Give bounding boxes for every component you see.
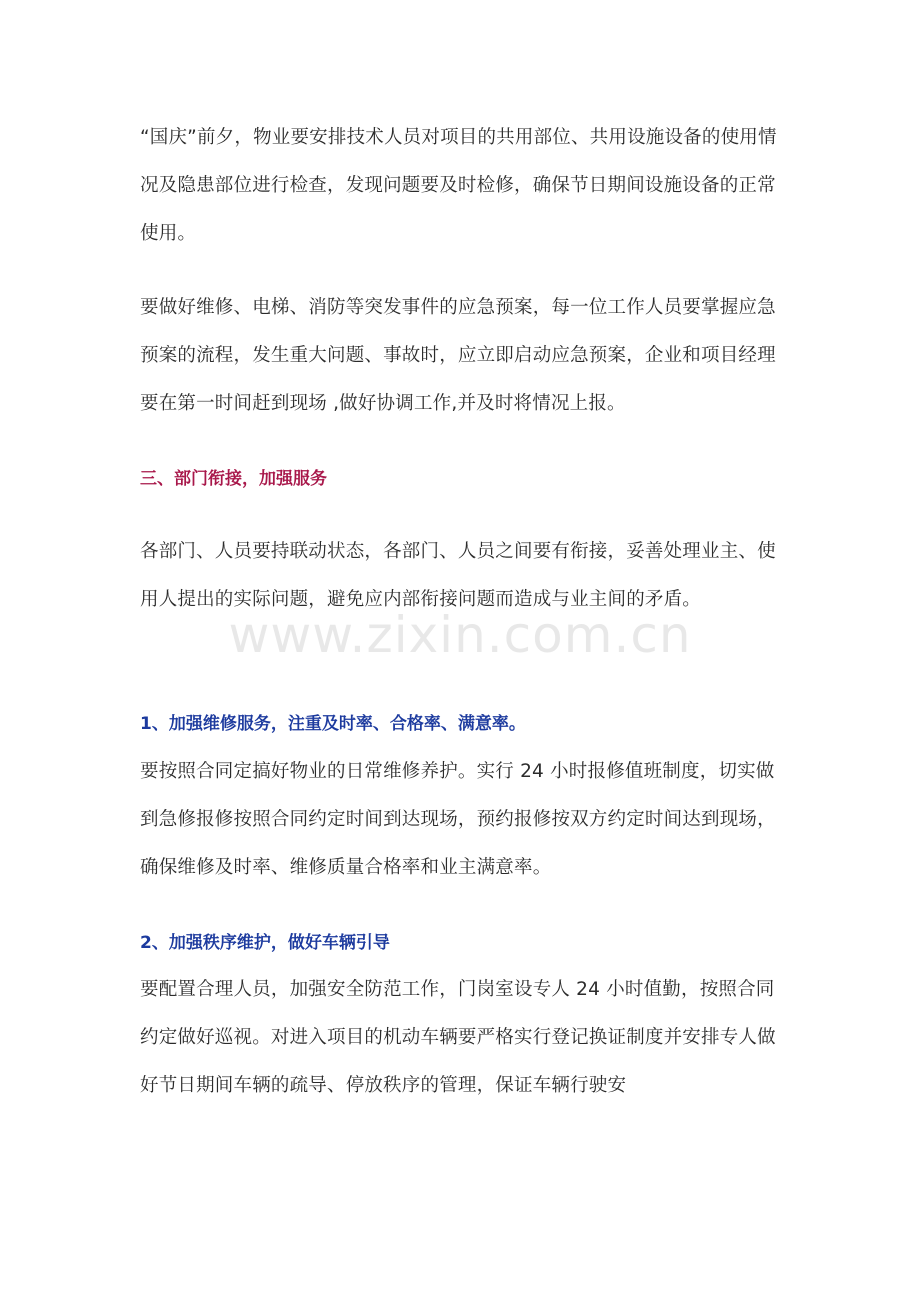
subheading-order-maintenance: 2、加强秩序维护，做好车辆引导 [140,933,390,953]
subheading-maintenance-service: 1、加强维修服务，注重及时率、合格率、满意率。 [140,714,526,734]
watermark-text: www.zixin.com.cn [228,606,692,664]
paragraph-emergency-plan: 要做好维修、电梯、消防等突发事件的应急预案，每一位工作人员要掌握应急预案的流程，发生重大问题、事故时，应立即启动应急预案，企业和项目经理要在第一时间赶到现场 ,做好协调工作,并及时将情况上报。 [140,297,776,414]
paragraph-inspection: “国庆”前夕，物业要安排技术人员对项目的共用部位、共用设施设备的使用情况及隐患部位进行检查，发现问题要及时检修，确保节日期间设施设备的正常使用。 [140,127,777,244]
section-heading-department-coordination: 三、部门衔接，加强服务 [140,469,327,489]
paragraph-department-linkage: 各部门、人员要持联动状态，各部门、人员之间要有衔接，妥善处理业主、使用人提出的实际问题，避免应内部衔接问题而造成与业主间的矛盾。 [140,541,776,610]
paragraph-maintenance: 要按照合同定搞好物业的日常维修养护。实行 24 小时报修值班制度，切实做到急修报修按照合同约定时间到达现场，预约报修按双方约定时间达到现场，确保维修及时率、维修质量合格率和业主满意率。 [140,761,776,878]
paragraph-security-vehicles: 要配置合理人员，加强安全防范工作，门岗室设专人 24 小时值勤，按照合同约定做好巡视。对进入项目的机动车辆要严格实行登记换证制度并安排专人做好节日期间车辆的疏导、停放秩序的管理，保证车辆行驶安 [140,979,776,1096]
